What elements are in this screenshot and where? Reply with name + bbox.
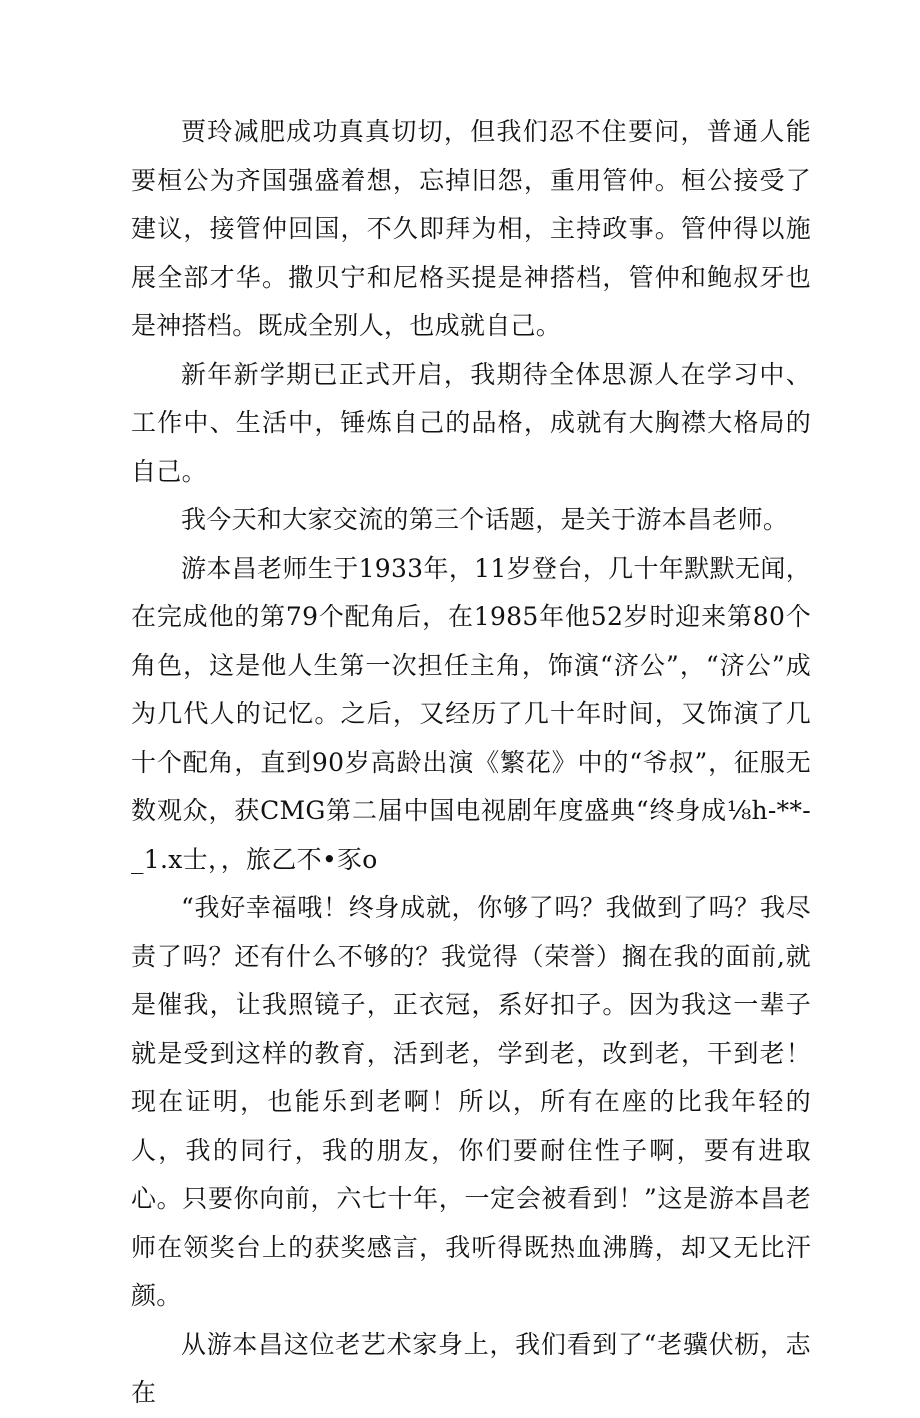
paragraph-4: 游本昌老师生于1933年，11岁登台，几十年默默无闻，在完成他的第79个配角后，在1985年他52岁时迎来第80个角色，这是他人生第一次担任主角，饰演“济公”，“济公”成为几代人的记忆。之后，又经历了几十年时间，又饰演了几十个配角，直到90岁高龄出演《繁花》中的“爷叔”，征服无数观众，获CMG第二届中国电视剧年度盛典“终身成⅛h-**-_1.x士，，旅乙不•豕o	[131, 553, 811, 874]
paragraph-5: “我好幸福哦！终身成就，你够了吗？我做到了吗？我尽责了吗？还有什么不够的？我觉得（荣誉）搁在我的面前,就是催我，让我照镜子，正衣冠，系好扣子。因为我这一辈子就是受到这样的教育，活到老，学到老，改到老，干到老！现在证明，也能乐到老啊！所以，所有在座的比我年轻的人，我的同行，我的朋友，你们要耐住性子啊，要有进取心。只要你向前，六七十年，一定会被看到！”这是游本昌老师在领奖台上的获奖感言，我听得既热血沸腾，却又无比汗颜。	[131, 893, 811, 1310]
body-text	[131, 108, 811, 1418]
paragraph-1: 贾玲减肥成功真真切切，但我们忍不住要问，普通人能要桓公为齐国强盛着想，忘掉旧怨，重用管仲。桓公接受了建议，接管仲回国，不久即拜为相，主持政事。管仲得以施展全部才华。撒贝宁和尼格买提是神搭档，管仲和鲍叔牙也是神搭档。既成全别人，也成就自己。	[131, 117, 811, 340]
paragraph-2: 新年新学期已正式开启，我期待全体思源人在学习中、工作中、生活中，锤炼自己的品格，成就有大胸襟大格局的自己。	[131, 359, 811, 486]
paragraph-6: 从游本昌这位老艺术家身上，我们看到了“老骥伏枥，志在	[131, 1329, 811, 1407]
paragraph-3: 我今天和大家交流的第三个话题，是关于游本昌老师。	[181, 505, 789, 534]
